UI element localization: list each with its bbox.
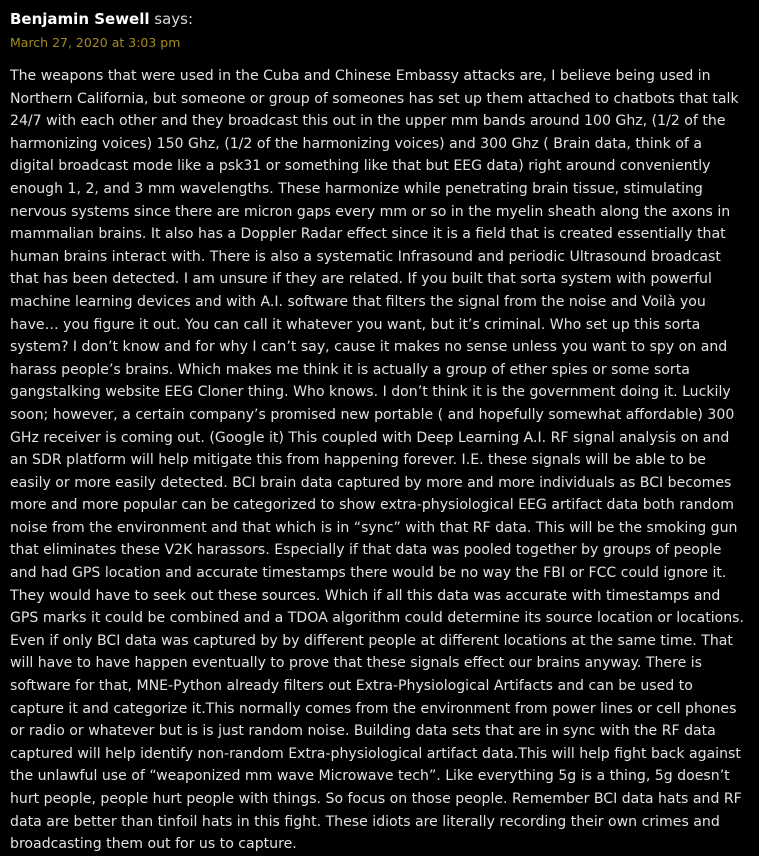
comment-date-link[interactable]: March 27, 2020 at 3:03 pm bbox=[10, 35, 181, 50]
comment-says-label: says: bbox=[149, 10, 194, 28]
comment-body bbox=[10, 65, 750, 856]
comment-paragraph: The weapons that were used in the Cuba and Chinese Embassy attacks are, I believe being used in Northern California, but someone or group of someones has set up them attached to chatbots that talk 24/7 with each other and they broadcast this out in the upper mm bands around 100 Ghz, (1/2 of the harmonizing voices) 150 Ghz, (1/2 of the harmonizing voices) and 300 Ghz ( Brain data, think of a digital broadcast mode like a psk31 or something like that but EEG data) right around conveniently enough 1, 2, and 3 mm wavelengths. These harmonize while penetrating brain tissue, stimulating nervous systems since there are micron gaps every mm or so in the myelin sheath along the axons in mammalian brains. It also has a Doppler Radar effect since it is a field that is created essentially that human brains interact with. There is also a systematic Infrasound and periodic Ultrasound broadcast that has been detected. I am unsure if they are related. If you built that sorta system with powerful machine learning devices and with A.I. software that filters the signal from the noise and Voilà you have… you figure it out. You can call it whatever you want, but it’s criminal. Who set up this sorta system? I don’t know and for why I can’t say, cause it makes no sense unless you want to spy on and harass people’s brains. Which makes me think it is actually a group of ether spies or some sorta gangstalking website EEG Cloner thing. Who knows. I don’t think it is the government doing it. Luckily soon; however, a certain company’s promised new portable ( and hopefully somewhat affordable) 300 GHz receiver is coming out. (Google it) This coupled with Deep Learning A.I. RF signal analysis on and an SDR platform will help mitigate this from happening forever. I.E. these signals will be able to be easily or more easily detected. BCI brain data captured by more and more individuals as BCI becomes more and more popular can be categorized to show extra-physiological EEG artifact data both random noise from the environment and that which is in “sync” with that RF data. This will be the smoking gun that eliminates these V2K harassors. Especially if that data was pooled together by groups of people and had GPS location and accurate timestamps there would be no way the FBI or FCC could ignore it. They would have to seek out these sources. Which if all this data was accurate with timestamps and GPS marks it could be combined and a TDOA algorithm could determine its source location or locations. Even if only BCI data was captured by by different people at different locations at the same time. That will have to have happen eventually to prove that these signals effect our brains anyway. There is software for that, MNE-Python already filters out Extra-Physiological Artifacts and can be used to capture it and categorize it.This normally comes from the environment from power lines or cell phones or radio or whatever but is is just random noise. Building data sets that are in sync with the RF data captured will help identify non-random Extra-physiological artifact data.This will help fight back against the unlawful use of “weaponized mm wave Microwave tech”. Like everything 5g is a thing, 5g doesn’t hurt people, people hurt people with things. So focus on those people. Remember BCI data hats and RF data are better than tinfoil hats in this fight. These idiots are literally recording their own crimes and broadcasting them out for us to capture. bbox=[10, 68, 745, 853]
comment-author: Benjamin Sewell bbox=[10, 10, 150, 28]
comment-author-line bbox=[10, 9, 750, 29]
comment-meta bbox=[10, 9, 750, 51]
